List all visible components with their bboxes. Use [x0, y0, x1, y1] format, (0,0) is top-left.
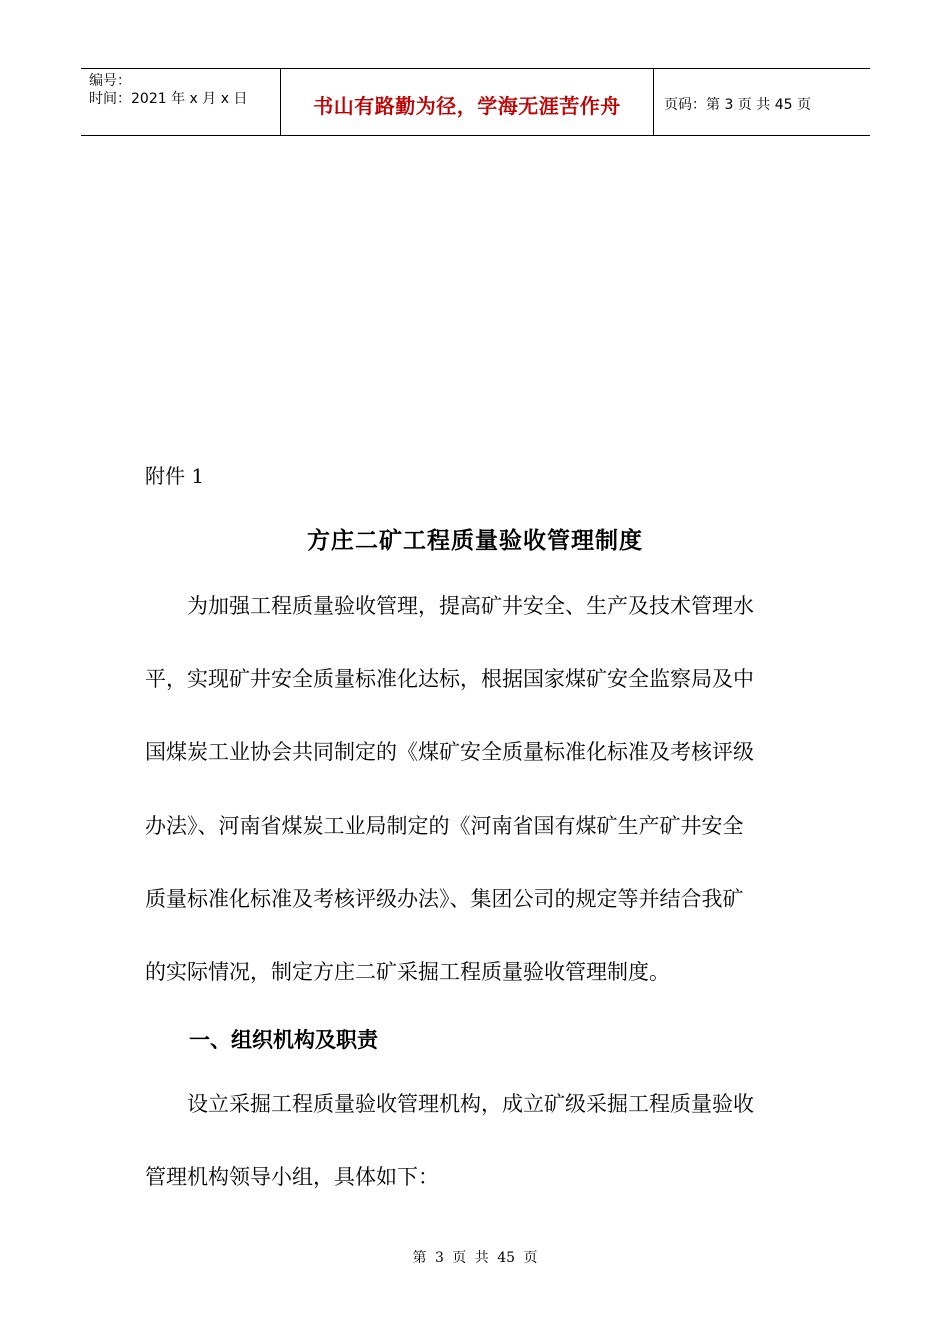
paragraph-line: 为加强工程质量验收管理，提高矿井安全、生产及技术管理水 — [145, 594, 754, 618]
header-motto-cell — [281, 69, 654, 135]
paragraph-line: 国煤炭工业协会共同制定的《煤矿安全质量标准化标准及考核评级 — [145, 740, 754, 764]
section-heading: 一、组织机构及职责 — [189, 1028, 378, 1052]
page-footer: 第 3 页 共 45 页 — [412, 1250, 538, 1266]
header-motto: 书山有路勤为径，学海无涯苦作舟 — [313, 93, 621, 118]
paragraph-line: 设立采掘工程质量验收管理机构，成立矿级采掘工程质量验收 — [145, 1092, 754, 1116]
header-page-info: 页码：第 3 页 共 45 页 — [664, 97, 811, 113]
time-label: 时间：2021 年 x 月 x 日 — [89, 91, 248, 107]
paragraph-line: 质量标准化标准及考核评级办法》、集团公司的规定等并结合我矿 — [145, 887, 744, 911]
header-table — [81, 68, 870, 136]
document-title: 方庄二矿工程质量验收管理制度 — [307, 528, 643, 554]
paragraph-line: 办法》、河南省煤炭工业局制定的《河南省国有煤矿生产矿井安全 — [145, 814, 744, 838]
header-page-cell — [654, 69, 870, 135]
paragraph-line: 管理机构领导小组，具体如下： — [145, 1165, 439, 1189]
paragraph-line: 平，实现矿井安全质量标准化达标，根据国家煤矿安全监察局及中 — [145, 667, 754, 691]
paragraph-line: 的实际情况，制定方庄二矿采掘工程质量验收管理制度。 — [145, 960, 670, 984]
number-label: 编号： — [89, 73, 131, 89]
attachment-label: 附件 1 — [145, 464, 205, 488]
header-meta-cell — [81, 69, 281, 135]
